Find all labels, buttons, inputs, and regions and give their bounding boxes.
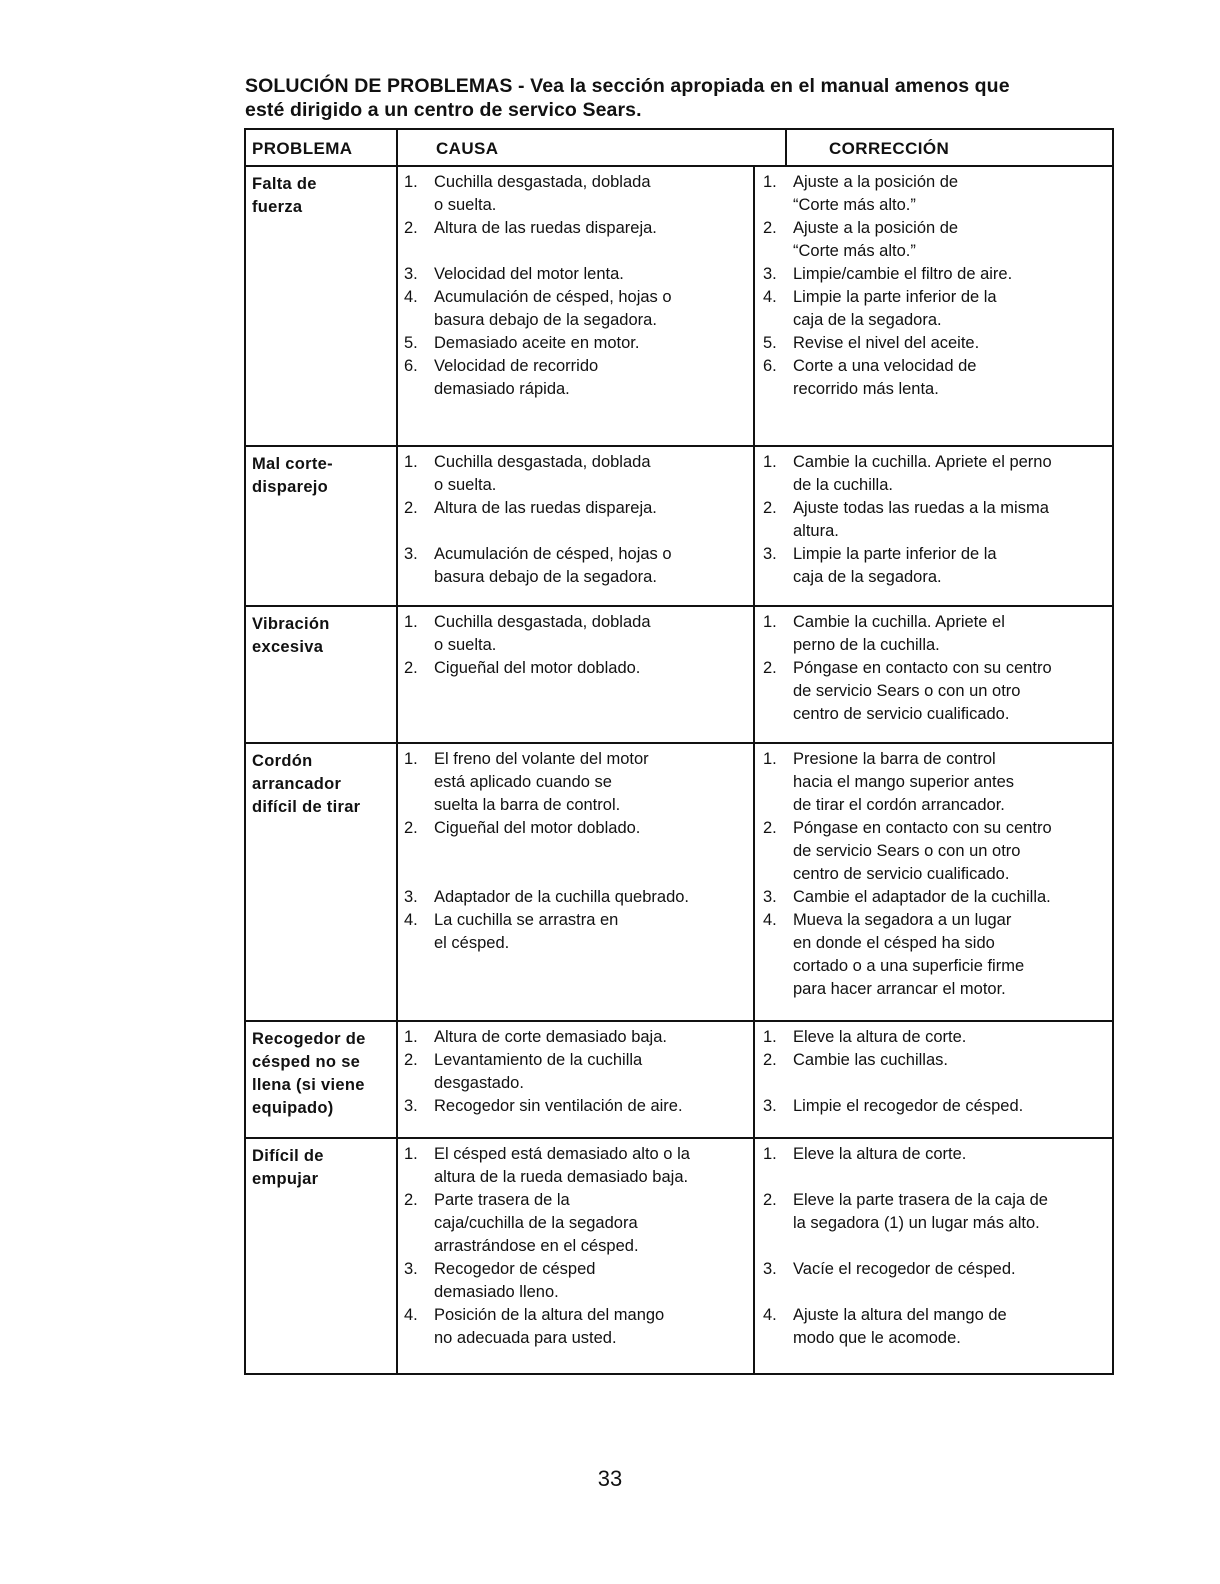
item-text: caja de la segadora. <box>793 568 942 586</box>
item-number <box>404 378 434 401</box>
item-number <box>763 474 793 497</box>
column-header-causa: CAUSA <box>398 130 787 165</box>
problem-text: llena (si viene <box>252 1076 365 1094</box>
cause-cell <box>398 447 755 605</box>
item-text: en donde el césped ha sido <box>793 934 995 952</box>
item-text: Recogedor de césped <box>434 1260 596 1278</box>
item-text: hacia el mango superior antes <box>793 773 1015 791</box>
item-number <box>404 1072 434 1095</box>
item-number <box>763 840 793 863</box>
item-text: desgastado. <box>434 1074 524 1092</box>
item-number: 2. <box>404 1051 418 1069</box>
problem-text: Vibración <box>252 615 330 633</box>
problem-cell <box>246 167 398 445</box>
table-row <box>246 744 1114 1022</box>
problem-text: Cordón <box>252 752 313 770</box>
item-number: 2. <box>763 1191 777 1209</box>
item-text: Póngase en contacto con su centro <box>793 819 1052 837</box>
item-text: Limpie la parte inferior de la <box>793 288 997 306</box>
item-text: Demasiado aceite en motor. <box>434 334 640 352</box>
item-text: suelta la barra de control. <box>434 796 621 814</box>
item-number <box>763 1327 793 1350</box>
item-number: 1. <box>404 1145 418 1163</box>
item-text: Presione la barra de control <box>793 750 996 768</box>
item-text: Vacíe el recogedor de césped. <box>793 1260 1016 1278</box>
item-text: altura de la rueda demasiado baja. <box>434 1168 689 1186</box>
item-number: 2. <box>763 659 777 677</box>
item-text: Cuchilla desgastada, doblada <box>434 173 651 191</box>
item-number: 3. <box>763 545 777 563</box>
item-number: 1. <box>404 750 418 768</box>
item-text: centro de servicio cualificado. <box>793 865 1010 883</box>
item-number <box>763 771 793 794</box>
item-text: está aplicado cuando se <box>434 773 612 791</box>
item-number: 3. <box>404 265 418 283</box>
item-number: 3. <box>404 888 418 906</box>
item-number: 3. <box>763 265 777 283</box>
item-text: modo que le acomode. <box>793 1329 961 1347</box>
item-number: 4. <box>404 288 418 306</box>
item-text: Cambie la cuchilla. Apriete el perno <box>793 453 1052 471</box>
item-text: Acumulación de césped, hojas o <box>434 288 672 306</box>
item-number: 4. <box>763 1306 777 1324</box>
item-number: 1. <box>404 1028 418 1046</box>
item-text: Revise el nivel del aceite. <box>793 334 980 352</box>
cause-cell <box>398 744 755 1020</box>
item-number <box>763 240 793 263</box>
item-number <box>404 1212 434 1235</box>
item-text: Eleve la altura de corte. <box>793 1145 967 1163</box>
item-number: 1. <box>763 1028 777 1046</box>
item-text: Limpie/cambie el filtro de aire. <box>793 265 1013 283</box>
item-number: 3. <box>404 545 418 563</box>
item-text: no adecuada para usted. <box>434 1329 617 1347</box>
item-text: perno de la cuchilla. <box>793 636 940 654</box>
item-number <box>763 978 793 1001</box>
item-text: Cambie la cuchilla. Apriete el <box>793 613 1005 631</box>
item-text: El freno del volante del motor <box>434 750 649 768</box>
correction-cell <box>755 447 1114 605</box>
item-number: 1. <box>404 613 418 631</box>
item-text: Eleve la parte trasera de la caja de <box>793 1191 1048 1209</box>
item-text: demasiado rápida. <box>434 380 570 398</box>
problem-cell <box>246 1022 398 1137</box>
item-text: “Corte más alto.” <box>793 196 916 214</box>
item-number <box>404 309 434 332</box>
table-row <box>246 447 1114 607</box>
item-text: cortado o a una superficie firme <box>793 957 1025 975</box>
item-number <box>763 378 793 401</box>
item-text: recorrido más lenta. <box>793 380 939 398</box>
item-text: Altura de las ruedas dispareja. <box>434 499 657 517</box>
item-text: caja/cuchilla de la segadora <box>434 1214 638 1232</box>
item-text: o suelta. <box>434 196 497 214</box>
item-number <box>763 932 793 955</box>
item-number <box>404 194 434 217</box>
item-text: demasiado lleno. <box>434 1283 559 1301</box>
item-text: Limpie la parte inferior de la <box>793 545 997 563</box>
item-text: basura debajo de la segadora. <box>434 568 657 586</box>
problem-text: césped no se <box>252 1053 361 1071</box>
problem-cell <box>246 744 398 1020</box>
item-text: Cuchilla desgastada, doblada <box>434 453 651 471</box>
item-number: 1. <box>404 453 418 471</box>
item-text: El césped está demasiado alto o la <box>434 1145 690 1163</box>
item-number: 4. <box>404 911 418 929</box>
problem-text: excesiva <box>252 638 324 656</box>
item-number: 3. <box>763 1097 777 1115</box>
item-text: La cuchilla se arrastra en <box>434 911 619 929</box>
item-text: Cigueñal del motor doblado. <box>434 819 641 837</box>
item-text: Ajuste todas las ruedas a la misma <box>793 499 1049 517</box>
cause-cell <box>398 1022 755 1137</box>
problem-text: fuerza <box>252 198 303 216</box>
item-text: Cambie las cuchillas. <box>793 1051 948 1069</box>
item-number: 4. <box>404 1306 418 1324</box>
item-number: 4. <box>763 288 777 306</box>
problem-cell <box>246 1139 398 1373</box>
item-number <box>763 309 793 332</box>
item-number <box>763 794 793 817</box>
item-text: Corte a una velocidad de <box>793 357 977 375</box>
item-text: Limpie el recogedor de césped. <box>793 1097 1024 1115</box>
item-number <box>763 194 793 217</box>
item-number <box>404 794 434 817</box>
correction-cell <box>755 607 1114 742</box>
cause-cell <box>398 167 755 445</box>
item-number <box>404 771 434 794</box>
correction-cell <box>755 167 1114 445</box>
item-number: 2. <box>763 499 777 517</box>
table-row <box>246 607 1114 744</box>
item-number: 6. <box>404 357 418 375</box>
cause-cell <box>398 1139 755 1373</box>
item-number <box>763 703 793 726</box>
item-text: “Corte más alto.” <box>793 242 916 260</box>
item-text: Ajuste a la posición de <box>793 219 959 237</box>
problem-text: disparejo <box>252 478 329 496</box>
item-number: 2. <box>763 819 777 837</box>
item-number: 2. <box>404 1191 418 1209</box>
item-text: Levantamiento de la cuchilla <box>434 1051 643 1069</box>
item-text: Cuchilla desgastada, doblada <box>434 613 651 631</box>
item-text: Acumulación de césped, hojas o <box>434 545 672 563</box>
item-number <box>404 1235 434 1258</box>
item-text: Cambie el adaptador de la cuchilla. <box>793 888 1051 906</box>
item-number <box>763 680 793 703</box>
problem-text: Mal corte- <box>252 455 333 473</box>
problem-text: equipado) <box>252 1099 334 1117</box>
item-number: 5. <box>763 334 777 352</box>
column-header-correccion: CORRECCIÓN <box>829 139 950 158</box>
problem-cell <box>246 607 398 742</box>
item-text: Posición de la altura del mango <box>434 1306 665 1324</box>
problem-text: Recogedor de <box>252 1030 366 1048</box>
problem-cell <box>246 447 398 605</box>
item-number <box>404 1327 434 1350</box>
item-text: Ajuste la altura del mango de <box>793 1306 1007 1324</box>
item-number: 1. <box>763 1145 777 1163</box>
item-text: Eleve la altura de corte. <box>793 1028 967 1046</box>
item-text: Parte trasera de la <box>434 1191 570 1209</box>
item-number <box>404 1281 434 1304</box>
item-number: 3. <box>763 1260 777 1278</box>
item-text: Adaptador de la cuchilla quebrado. <box>434 888 690 906</box>
item-number: 6. <box>763 357 777 375</box>
item-number <box>763 955 793 978</box>
item-text: basura debajo de la segadora. <box>434 311 657 329</box>
heading-line-1: SOLUCIÓN DE PROBLEMAS - Vea la sección apropiada en el manual amenos que <box>245 75 1010 97</box>
correction-cell <box>755 744 1114 1020</box>
problem-text: Difícil de <box>252 1147 324 1165</box>
item-text: Velocidad de recorrido <box>434 357 599 375</box>
item-text: o suelta. <box>434 636 497 654</box>
page-heading <box>245 74 1105 122</box>
item-text: o suelta. <box>434 476 497 494</box>
item-number: 3. <box>763 888 777 906</box>
item-text: de la cuchilla. <box>793 476 893 494</box>
problem-text: difícil de tirar <box>252 798 361 816</box>
item-number <box>763 634 793 657</box>
item-number: 1. <box>763 750 777 768</box>
problem-text: empujar <box>252 1170 319 1188</box>
item-text: para hacer arrancar el motor. <box>793 980 1006 998</box>
item-number: 1. <box>763 453 777 471</box>
item-text: la segadora (1) un lugar más alto. <box>793 1214 1040 1232</box>
item-number <box>404 474 434 497</box>
correction-cell <box>755 1139 1114 1373</box>
item-number <box>763 520 793 543</box>
item-number <box>404 634 434 657</box>
item-number: 2. <box>404 659 418 677</box>
item-text: centro de servicio cualificado. <box>793 705 1010 723</box>
column-header-problema: PROBLEMA <box>246 130 398 165</box>
item-text: Recogedor sin ventilación de aire. <box>434 1097 683 1115</box>
item-number: 2. <box>763 219 777 237</box>
item-number <box>404 1166 434 1189</box>
problem-text: Falta de <box>252 175 317 193</box>
cause-cell <box>398 607 755 742</box>
item-text: Mueva la segadora a un lugar <box>793 911 1012 929</box>
item-text: arrastrándose en el césped. <box>434 1237 639 1255</box>
item-number: 1. <box>763 613 777 631</box>
item-number: 2. <box>404 819 418 837</box>
table-row <box>246 1139 1114 1375</box>
page-number: 33 <box>597 1466 623 1491</box>
item-text: Velocidad del motor lenta. <box>434 265 624 283</box>
item-number <box>404 932 434 955</box>
item-number <box>763 863 793 886</box>
item-number: 2. <box>404 499 418 517</box>
item-number: 2. <box>404 219 418 237</box>
item-text: Altura de las ruedas dispareja. <box>434 219 657 237</box>
heading-line-2: esté dirigido a un centro de servico Sears. <box>245 99 642 121</box>
item-number: 3. <box>404 1097 418 1115</box>
table-row <box>246 1022 1114 1139</box>
item-text: Cigueñal del motor doblado. <box>434 659 641 677</box>
item-number: 4. <box>763 911 777 929</box>
item-text: de servicio Sears o con un otro <box>793 682 1021 700</box>
problem-text: arrancador <box>252 775 342 793</box>
item-text: Altura de corte demasiado baja. <box>434 1028 667 1046</box>
item-number: 1. <box>404 173 418 191</box>
item-number <box>404 566 434 589</box>
item-text: de tirar el cordón arrancador. <box>793 796 1005 814</box>
item-text: caja de la segadora. <box>793 311 942 329</box>
table-header <box>246 128 1114 167</box>
table-row <box>246 167 1114 447</box>
item-text: altura. <box>793 522 839 540</box>
item-number: 5. <box>404 334 418 352</box>
item-number: 2. <box>763 1051 777 1069</box>
item-text: de servicio Sears o con un otro <box>793 842 1021 860</box>
item-number: 3. <box>404 1260 418 1278</box>
item-text: el césped. <box>434 934 510 952</box>
item-text: Ajuste a la posición de <box>793 173 959 191</box>
correction-cell <box>755 1022 1114 1137</box>
item-text: Póngase en contacto con su centro <box>793 659 1052 677</box>
item-number: 1. <box>763 173 777 191</box>
item-number <box>763 1212 793 1235</box>
troubleshooting-table <box>244 128 1114 1375</box>
item-number <box>763 566 793 589</box>
